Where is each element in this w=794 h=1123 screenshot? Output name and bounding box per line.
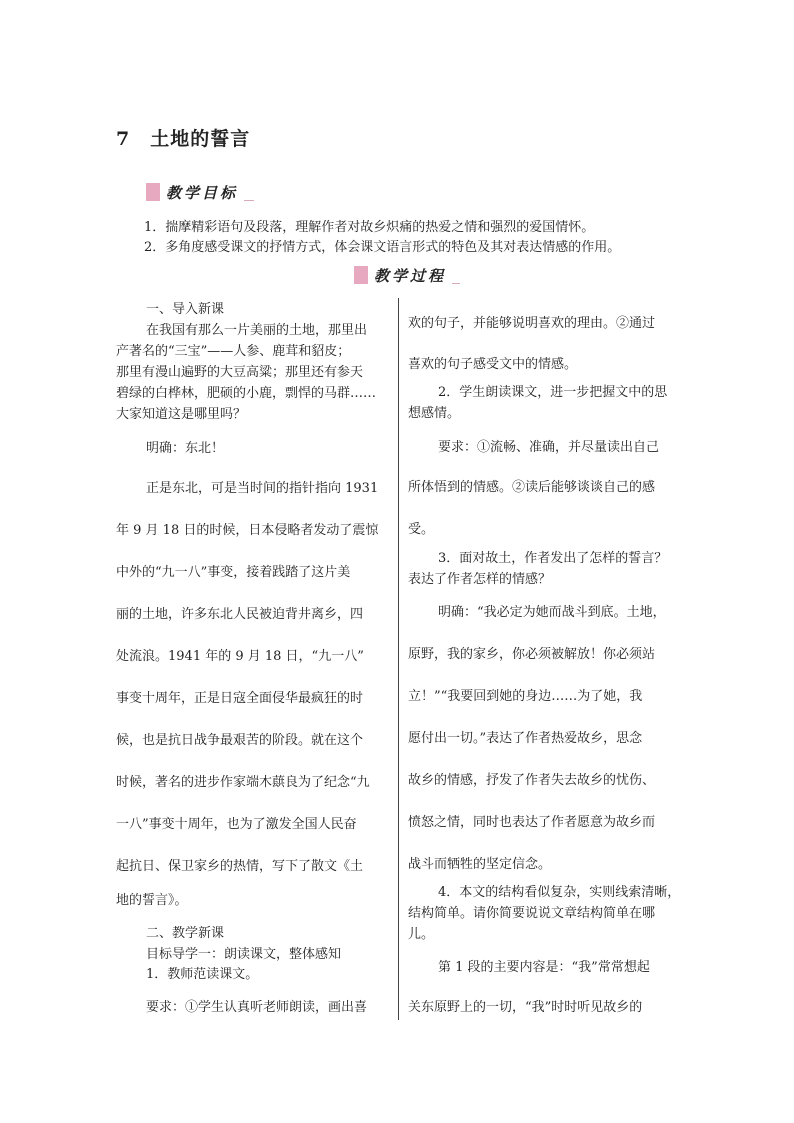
column-divider: [398, 298, 399, 1020]
text-line: 2．学生朗读课文，进一步把握文中的思: [438, 385, 668, 400]
objectives-heading: 教学目标: [166, 183, 239, 202]
text-line: 地的誓言》。: [116, 893, 188, 908]
text-line: 一、导入新课: [146, 302, 225, 317]
text-line: 立！”“我要回到她的身边……为了她，我: [408, 689, 643, 704]
text-line: 那里有漫山遍野的大豆高粱；那里还有参天: [116, 365, 364, 380]
text-line: 要求：①流畅、准确，并尽量读出自己: [438, 440, 660, 455]
text-line: 愤怒之情，同时也表达了作者愿意为故乡而: [408, 815, 656, 830]
text-line: 原野，我的家乡，你必须被解放！你必须站: [408, 647, 656, 662]
text-line: 起抗日、保卫家乡的热情，写下了散文《土: [116, 859, 364, 874]
text-line: 处流浪。1941 年的 9 月 18 日，“九一八”: [116, 649, 364, 664]
text-line: 4．本文的结构看似复杂，实则线索清晰，: [438, 885, 681, 900]
text-line: 关东原野上的一切，“我”时时听见故乡的: [408, 1000, 643, 1015]
right-column: [408, 0, 680, 1123]
text-line: 受。: [408, 522, 435, 537]
text-line: 所体悟到的情感。②读后能够谈谈自己的感: [408, 480, 656, 495]
text-line: 中外的“九一八”事变，接着践踏了这片美: [116, 565, 351, 580]
text-line: 儿。: [408, 927, 435, 942]
text-line: 喜欢的句子感受文中的情感。: [408, 357, 578, 372]
text-line: 目标导学一：朗读课文，整体感知: [146, 947, 342, 962]
text-line: 候，也是抗日战争最艰苦的阶段。就在这个: [116, 733, 364, 748]
text-line: 明确：东北！: [146, 441, 225, 456]
text-line: 在我国有那么一片美丽的土地，那里出: [146, 323, 368, 338]
text-line: 正是东北，可是当时间的指针指向 1931: [146, 481, 379, 496]
left-column: [116, 0, 388, 1123]
text-line: 要求：①学生认真听老师朗读，画出喜: [146, 1000, 368, 1015]
text-line: 时候，著名的进步作家端木蕻良为了纪念“九: [116, 775, 370, 790]
objective-item: 1．揣摩精彩语句及段落，理解作者对故乡炽痛的热爱之情和强烈的爱国情怀。: [144, 220, 595, 235]
text-line: 年 9 月 18 日的时候，日本侵略者发动了震惊: [116, 523, 379, 538]
text-line: 明确：“我必定为她而战斗到底。土地，: [438, 605, 666, 620]
text-line: 愿付出一切。”表达了作者热爱故乡，思念: [408, 731, 643, 746]
text-line: 1．教师范读课文。: [146, 967, 259, 982]
text-line: 结构简单。请你简要说说文章结构简单在哪: [408, 906, 656, 921]
text-line: 想感情。: [408, 406, 461, 421]
text-line: 欢的句子，并能够说明喜欢的理由。②通过: [408, 316, 656, 331]
text-line: 产著名的“三宝”——人参、鹿茸和貂皮；: [116, 344, 351, 359]
lesson-title-text: 土地的誓言: [150, 128, 251, 150]
text-line: 事变十周年，正是日寇全面侵华最疯狂的时: [116, 691, 364, 706]
text-line: 3．面对故土，作者发出了怎样的誓言？: [438, 551, 668, 566]
text-line: 表达了作者怎样的情感？: [408, 572, 552, 587]
text-line: 第 1 段的主要内容是：“我”常常想起: [438, 960, 650, 975]
text-line: 故乡的情感，抒发了作者失去故乡的忧伤、: [408, 773, 656, 788]
text-line: 碧绿的白桦林，肥硕的小鹿，剽悍的马群……: [116, 386, 377, 401]
text-line: 二、教学新课: [146, 926, 225, 941]
process-heading: 教学过程: [374, 266, 447, 285]
lesson-number: 7: [116, 128, 131, 150]
objective-item: 2．多角度感受课文的抒情方式，体会课文语言形式的特色及其对表达情感的作用。: [144, 240, 621, 255]
text-line: 战斗而牺牲的坚定信念。: [408, 857, 552, 872]
text-line: 丽的土地，许多东北人民被迫背井离乡，四: [116, 607, 364, 622]
text-line: 一八”事变十周年，也为了激发全国人民奋: [116, 817, 357, 832]
text-line: 大家知道这是哪里吗？: [116, 407, 247, 422]
